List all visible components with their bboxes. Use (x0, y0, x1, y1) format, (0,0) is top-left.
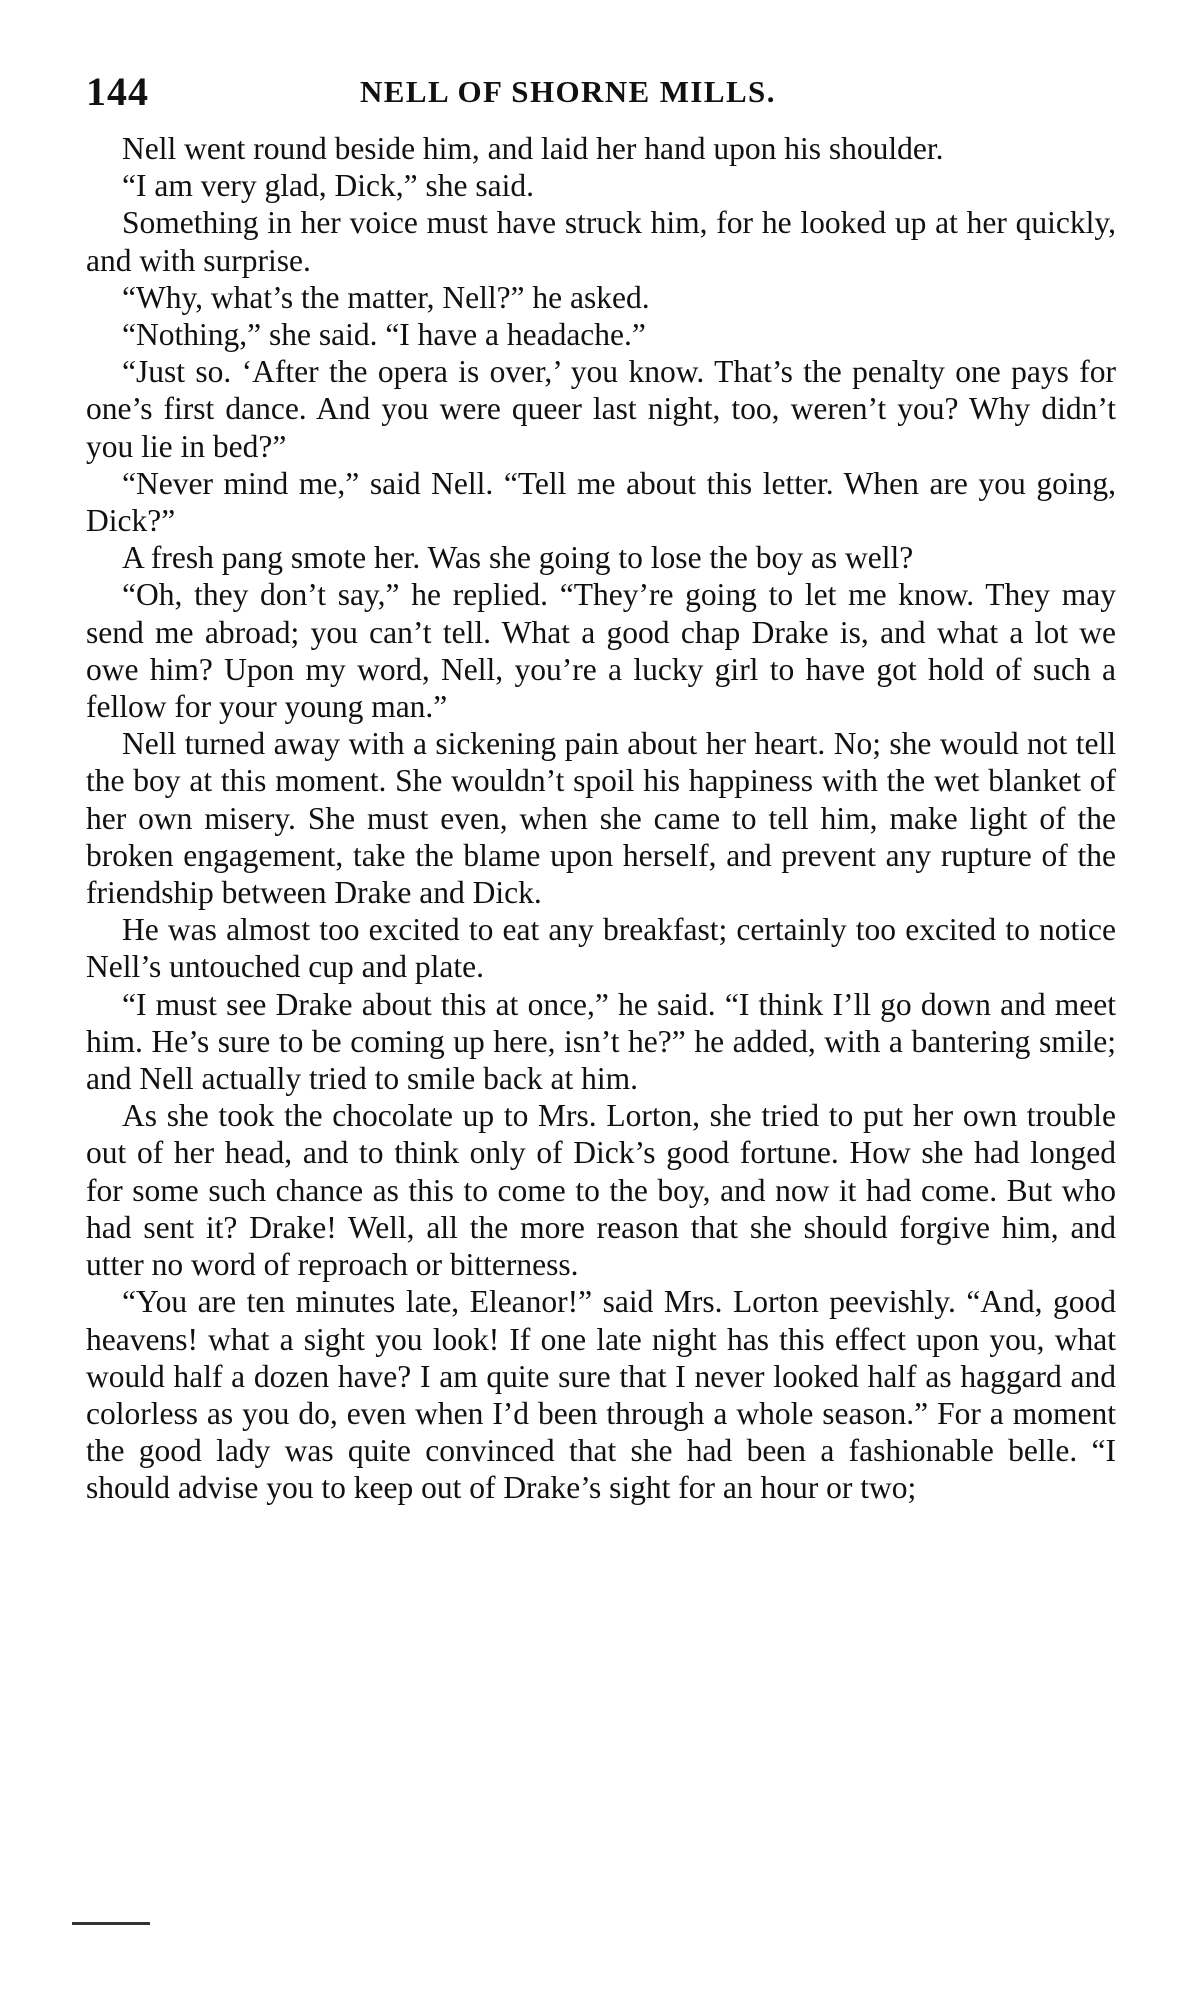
paragraph: He was almost too excited to eat any breakfast; certainly too excited to notice Nell’s untouched cup and plate. (86, 912, 1116, 985)
paragraph: As she took the chocolate up to Mrs. Lorton, she tried to put her own trouble out of her head, and to think only of Dick’s good fortune. How she had longed for some such chance as this to come to the boy, and now it had come. But who had sent it? Drake! Well, all the more reason that she should forgive him, and utter no word of reproach or bitterness. (86, 1098, 1116, 1283)
paragraph: “Never mind me,” said Nell. “Tell me about this letter. When are you going, Dick?” (86, 465, 1116, 539)
paragraph: Nell went round beside him, and laid her hand upon his shoulder. (122, 131, 944, 166)
page-number: 144 (86, 69, 149, 114)
paragraph: “Oh, they don’t say,” he replied. “They’re going to let me know. They may send me abroad; you can’t tell. What a good chap Drake is, and what a lot we owe him? Upon my word, Nell, you’re a lucky girl to have got hold of such a fellow for your young man.” (86, 577, 1116, 725)
paragraph: “I must see Drake about this at once,” he said. “I think I’ll go down and meet him. He’s sure to be coming up here, isn’t he?” he added, with a bantering smile; and Nell actually tried to smile back at him. (86, 986, 1116, 1097)
body-text (86, 130, 1116, 1507)
paragraph: A fresh pang smote her. Was she going to lose the boy as well? (122, 540, 914, 576)
paragraph: “Nothing,” she said. “I have a headache.” (122, 317, 646, 353)
paragraph: Something in her voice must have struck him, for he looked up at her quickly, and with surprise. (86, 205, 1116, 278)
paragraph: Nell turned away with a sickening pain about her heart. No; she would not tell the boy at this moment. She wouldn’t spoil his happiness with the wet blanket of her own misery. She must even, when she came to tell him, make light of the broken engagement, take the blame upon herself, and prevent any rupture of the friendship between Drake and Dick. (86, 726, 1116, 911)
paragraph: “You are ten minutes late, Eleanor!” said Mrs. Lorton peevishly. “And, good heavens! what a sight you look! If one late night has this effect upon you, what would half a dozen have? I am quite sure that I never looked half as haggard and colorless as you do, even when I’d been through a whole season.” For a moment the good lady was quite convinced that she had been a fashionable belle. “I should advise you to keep out of Drake’s sight for an hour or two; (86, 1284, 1116, 1506)
page-header (86, 60, 1116, 122)
paragraph: “Just so. ‘After the opera is over,’ you know. That’s the penalty one pays for one’s first dance. And you were queer last night, too, weren’t you? Why didn’t you lie in bed?” (86, 354, 1116, 464)
print-mark (72, 1922, 150, 1925)
book-page (86, 60, 1116, 1507)
paragraph: “I am very glad, Dick,” she said. (122, 168, 534, 204)
paragraph: “Why, what’s the matter, Nell?” he asked. (122, 279, 650, 315)
running-title: NELL OF SHORNE MILLS. (360, 74, 776, 109)
